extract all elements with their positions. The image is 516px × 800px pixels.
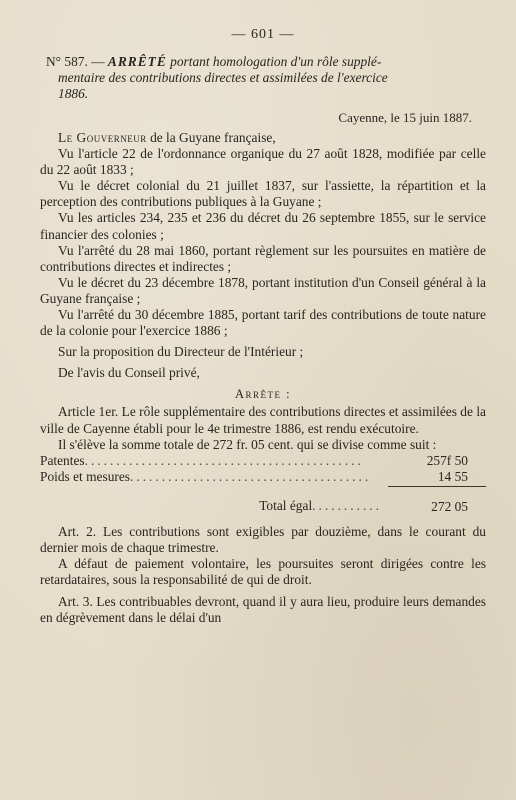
proposition-line: Sur la proposition du Directeur de l'Intérieur ; bbox=[58, 344, 304, 360]
article-2-continued: A défaut de paiement volontaire, les poursuites seront dirigées contre les retardataires, sous la responsabilité de qui de droit. bbox=[40, 556, 486, 588]
decree-title-word: ARRÊTÉ bbox=[107, 54, 167, 69]
sum-label-poids: Poids et mesures bbox=[40, 469, 131, 485]
leader-dots: ........... bbox=[312, 498, 382, 514]
decree-heading bbox=[40, 54, 486, 102]
vu-clause-6: Vu l'arrêté du 30 décembre 1885, portant tarif des contributions de toute nature de la colonie pour l'exercice 1886 ; bbox=[40, 307, 486, 339]
heading-dash: — bbox=[91, 54, 105, 69]
table-row bbox=[40, 469, 486, 486]
vu-clause-4: Vu l'arrêté du 28 mai 1860, portant règlement sur les poursuites en matière de contributions directes et indirectes ; bbox=[40, 242, 486, 274]
decree-number: N° 587. bbox=[46, 54, 88, 69]
article-1-label: Article 1er. bbox=[58, 404, 119, 420]
article-1-sum-intro: Il s'élève la somme totale de 272 fr. 05 cent. qui se divise comme suit : bbox=[58, 436, 437, 452]
article-2: Art. 2. Les contributions sont exigibles par douzième, dans le courant du dernier mois de chaque trimestre. bbox=[40, 524, 486, 556]
leader-dots: ............................................ bbox=[84, 452, 364, 468]
arrete-label: Arrête : bbox=[234, 387, 292, 402]
sum-label-patentes: Patentes bbox=[40, 452, 85, 468]
sum-amount-poids: 14 55 bbox=[437, 469, 468, 485]
article-1 bbox=[40, 404, 486, 436]
vu-clause-1: Vu l'article 22 de l'ordonnance organique du 27 août 1828, modifiée par celle du 22 août 1833 ; bbox=[40, 146, 486, 178]
avis-line: De l'avis du Conseil privé, bbox=[58, 365, 200, 381]
page-number: — 601 — bbox=[231, 27, 295, 42]
sum-amount-patentes: 257f 50 bbox=[426, 452, 468, 468]
leader-dots: ...................................... bbox=[130, 469, 372, 485]
decree-title-year: 1886. bbox=[58, 86, 89, 101]
vu-clause-5: Vu le décret du 23 décembre 1878, portant institution d'un Conseil général à la Guyane française ; bbox=[40, 274, 486, 306]
decree-title-continuation: mentaire des contributions directes et assimilées de l'exercice bbox=[58, 70, 388, 85]
table-row bbox=[40, 453, 486, 470]
vu-clause-3: Vu les articles 234, 235 et 236 du décret du 26 septembre 1855, sur le service financier des colonies ; bbox=[40, 210, 486, 242]
vu-clause-2: Vu le décret colonial du 21 juillet 1837, sur l'assiette, la répartition et la perception des contributions publiques à la Guyane ; bbox=[40, 178, 486, 210]
total-label: Total égal bbox=[259, 498, 313, 514]
sums-table bbox=[40, 453, 486, 516]
total-row bbox=[40, 486, 486, 515]
date-line: Cayenne, le 15 juin 1887. bbox=[338, 110, 472, 125]
total-amount: 272 05 bbox=[388, 486, 486, 515]
governor-label: Le Gouverneur bbox=[58, 130, 147, 145]
article-1-text: Le rôle supplémentaire des contributions directes et assimilées de la ville de Cayenne établi pour le 4e trimestre 1886, est rendu exécutoire. bbox=[40, 404, 486, 436]
governor-rest: de la Guyane française, bbox=[150, 130, 276, 145]
decree-title: portant homologation d'un rôle supplé- bbox=[170, 54, 382, 69]
governor-line bbox=[40, 130, 486, 146]
article-3: Art. 3. Les contribuables devront, quand il y aura lieu, produire leurs demandes en dégrèvement dans le délai d'un bbox=[40, 593, 486, 625]
